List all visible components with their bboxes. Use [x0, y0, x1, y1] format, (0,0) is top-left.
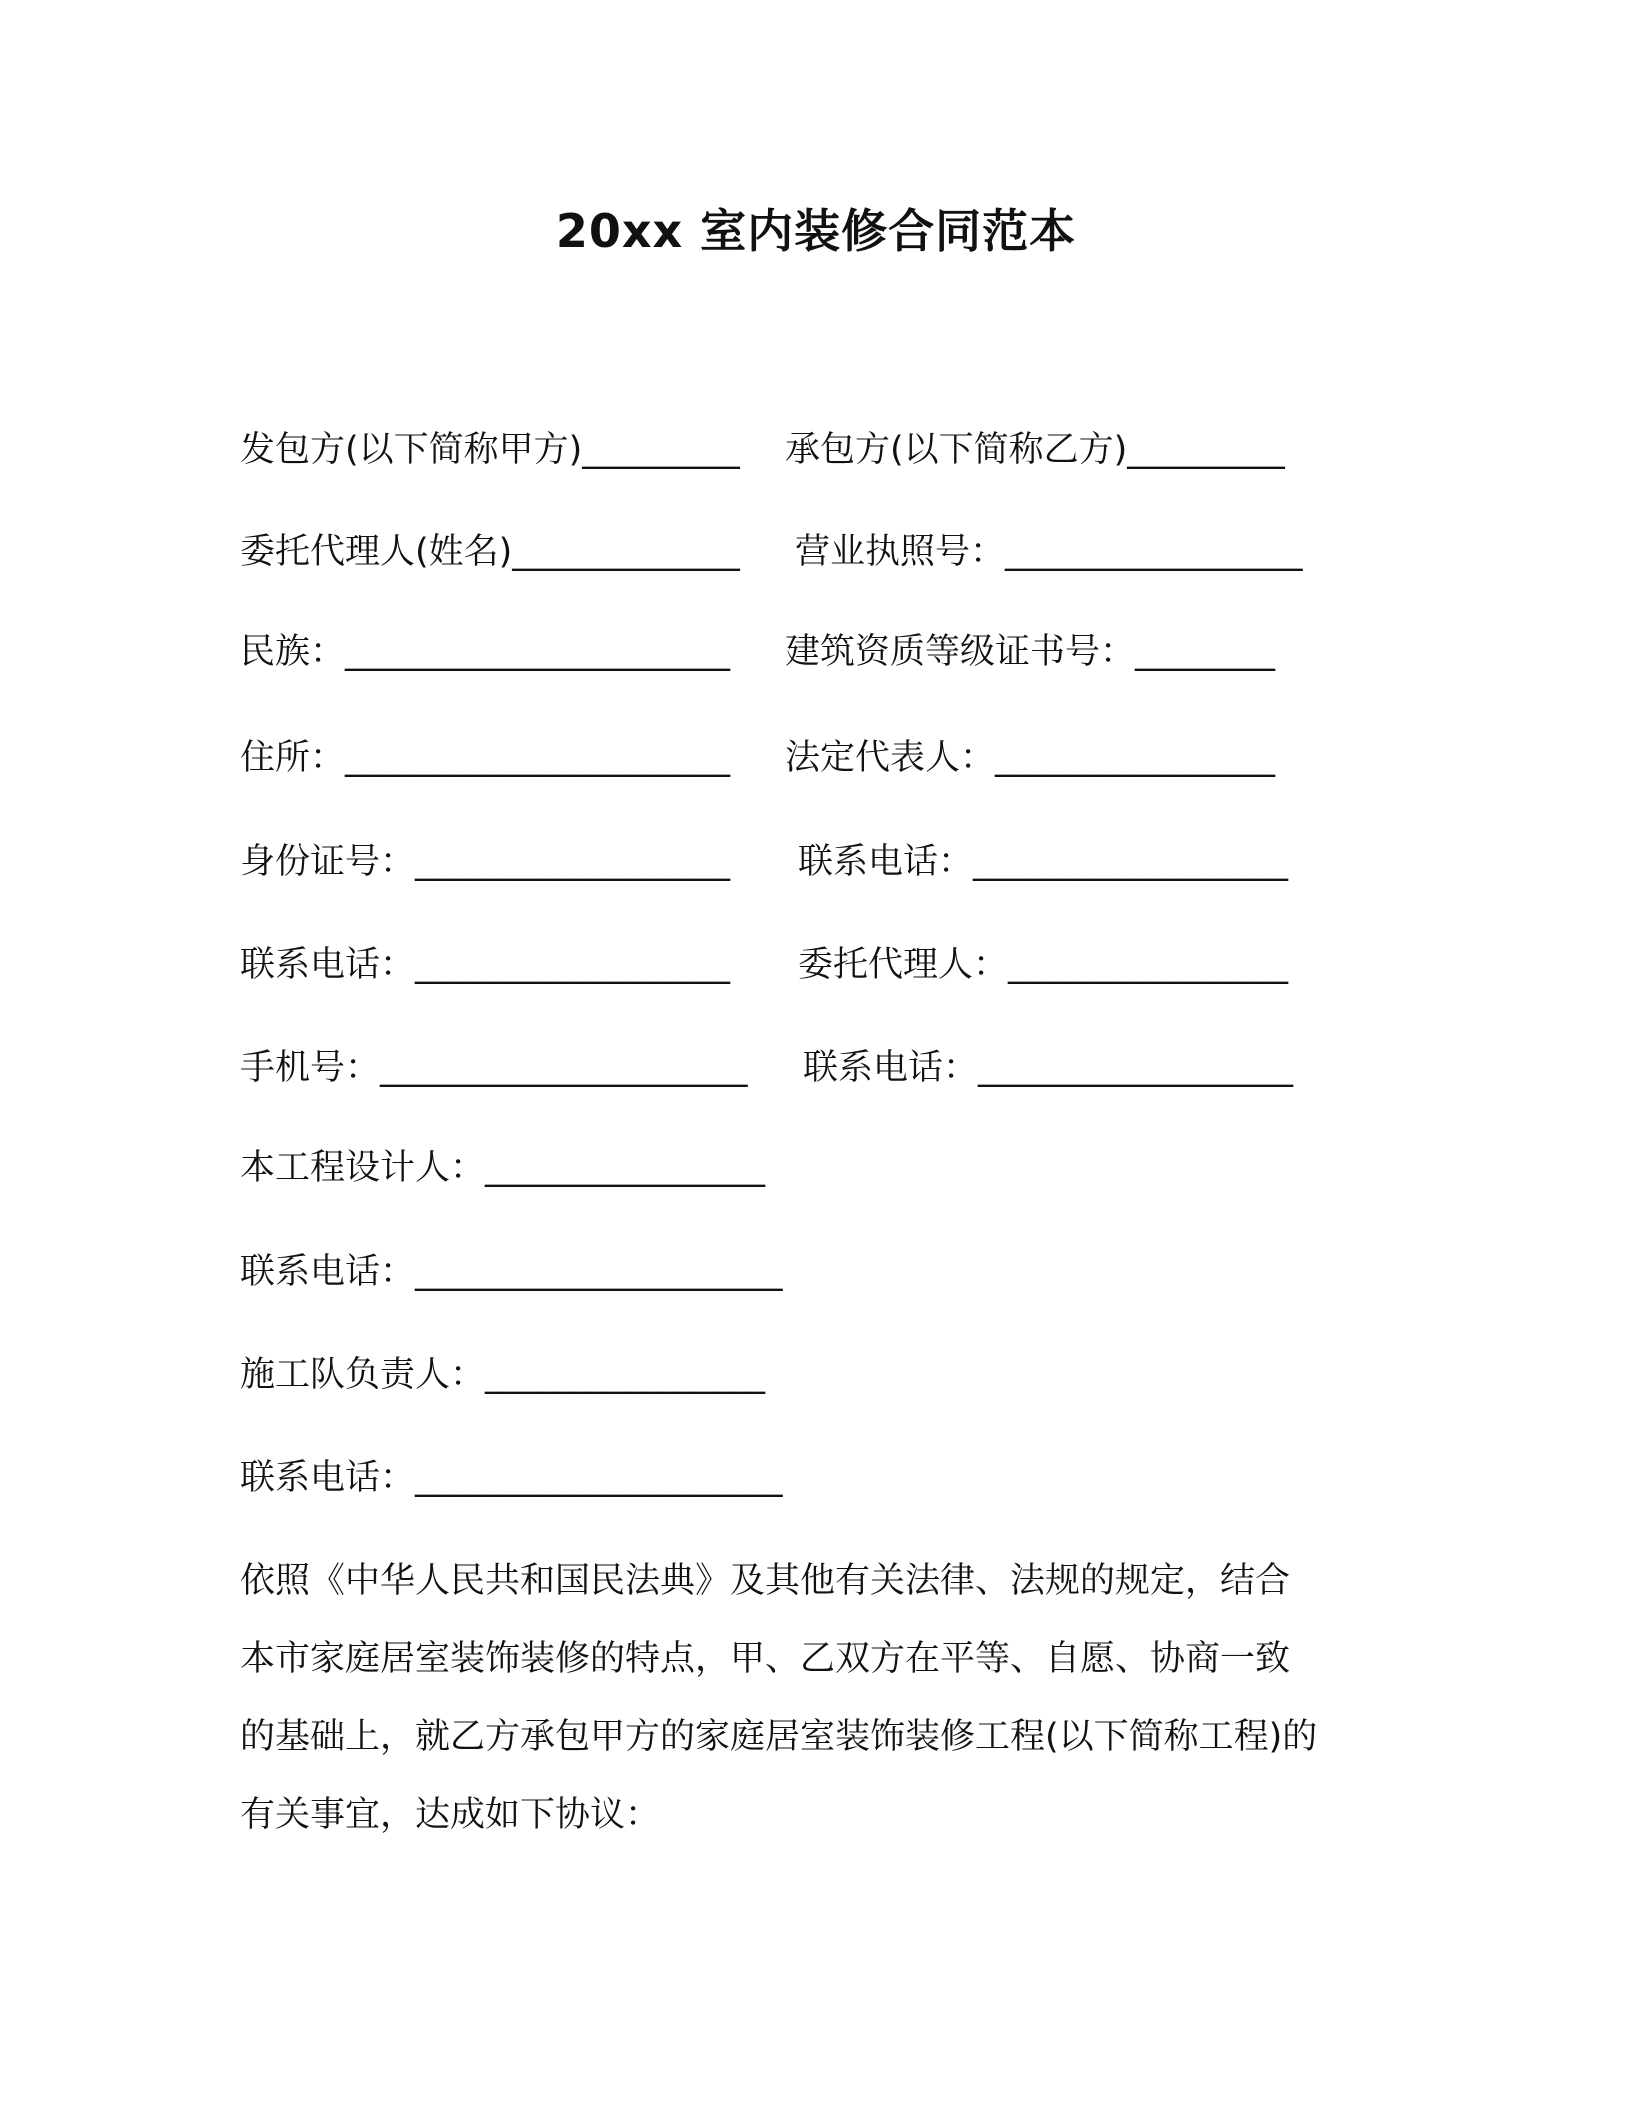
paragraph-line: 有关事宜，达成如下协议：: [240, 1795, 661, 1835]
field-row-8: [240, 1143, 765, 1193]
field-row-5: [240, 837, 1289, 887]
field-row-6: [240, 940, 1289, 990]
field-row-2: [240, 527, 1303, 577]
field-mobile: 手机号：_____________________: [240, 1048, 748, 1088]
agreement-paragraph: [240, 1542, 1390, 1854]
field-id-number: 身份证号：__________________: [240, 842, 731, 882]
paragraph-line: 依照《中华人民共和国民法典》及其他有关法律、法规的规定，结合: [240, 1561, 1291, 1601]
field-row-1: [240, 425, 1285, 475]
field-contractor-phone: 联系电话：__________________: [798, 842, 1289, 882]
field-row-7: [240, 1043, 1294, 1093]
field-qualification-cert: 建筑资质等级证书号：________: [785, 632, 1276, 672]
field-legal-representative: 法定代表人：________________: [785, 738, 1276, 778]
field-designer: 本工程设计人：________________: [240, 1148, 766, 1188]
field-contractor: 承包方(以下简称乙方)_________: [785, 430, 1285, 470]
field-crew-leader: 施工队负责人：________________: [240, 1355, 766, 1395]
field-row-10: [240, 1350, 765, 1400]
field-client-phone: 联系电话：__________________: [240, 945, 731, 985]
field-license-number: 营业执照号：_________________: [795, 532, 1303, 572]
page-title: 20xx 室内装修合同范本: [555, 204, 1077, 258]
paragraph-line: 的基础上，就乙方承包甲方的家庭居室装饰装修工程(以下简称工程)的: [240, 1717, 1318, 1757]
field-row-11: [240, 1453, 783, 1503]
field-row-4: [240, 733, 1276, 783]
field-agent-phone: 联系电话：__________________: [803, 1048, 1294, 1088]
field-designer-phone: 联系电话：_____________________: [240, 1252, 783, 1292]
field-agent-name: 委托代理人(姓名)_____________: [240, 532, 740, 572]
field-address: 住所：______________________: [240, 738, 731, 778]
field-crew-leader-phone: 联系电话：_____________________: [240, 1458, 783, 1498]
field-ethnicity: 民族：______________________: [240, 632, 731, 672]
field-row-3: [240, 627, 1276, 677]
field-contractor-agent: 委托代理人：________________: [798, 945, 1289, 985]
field-row-9: [240, 1247, 783, 1297]
field-client: 发包方(以下简称甲方)_________: [240, 430, 740, 470]
paragraph-line: 本市家庭居室装饰装修的特点，甲、乙双方在平等、自愿、协商一致: [240, 1639, 1291, 1679]
